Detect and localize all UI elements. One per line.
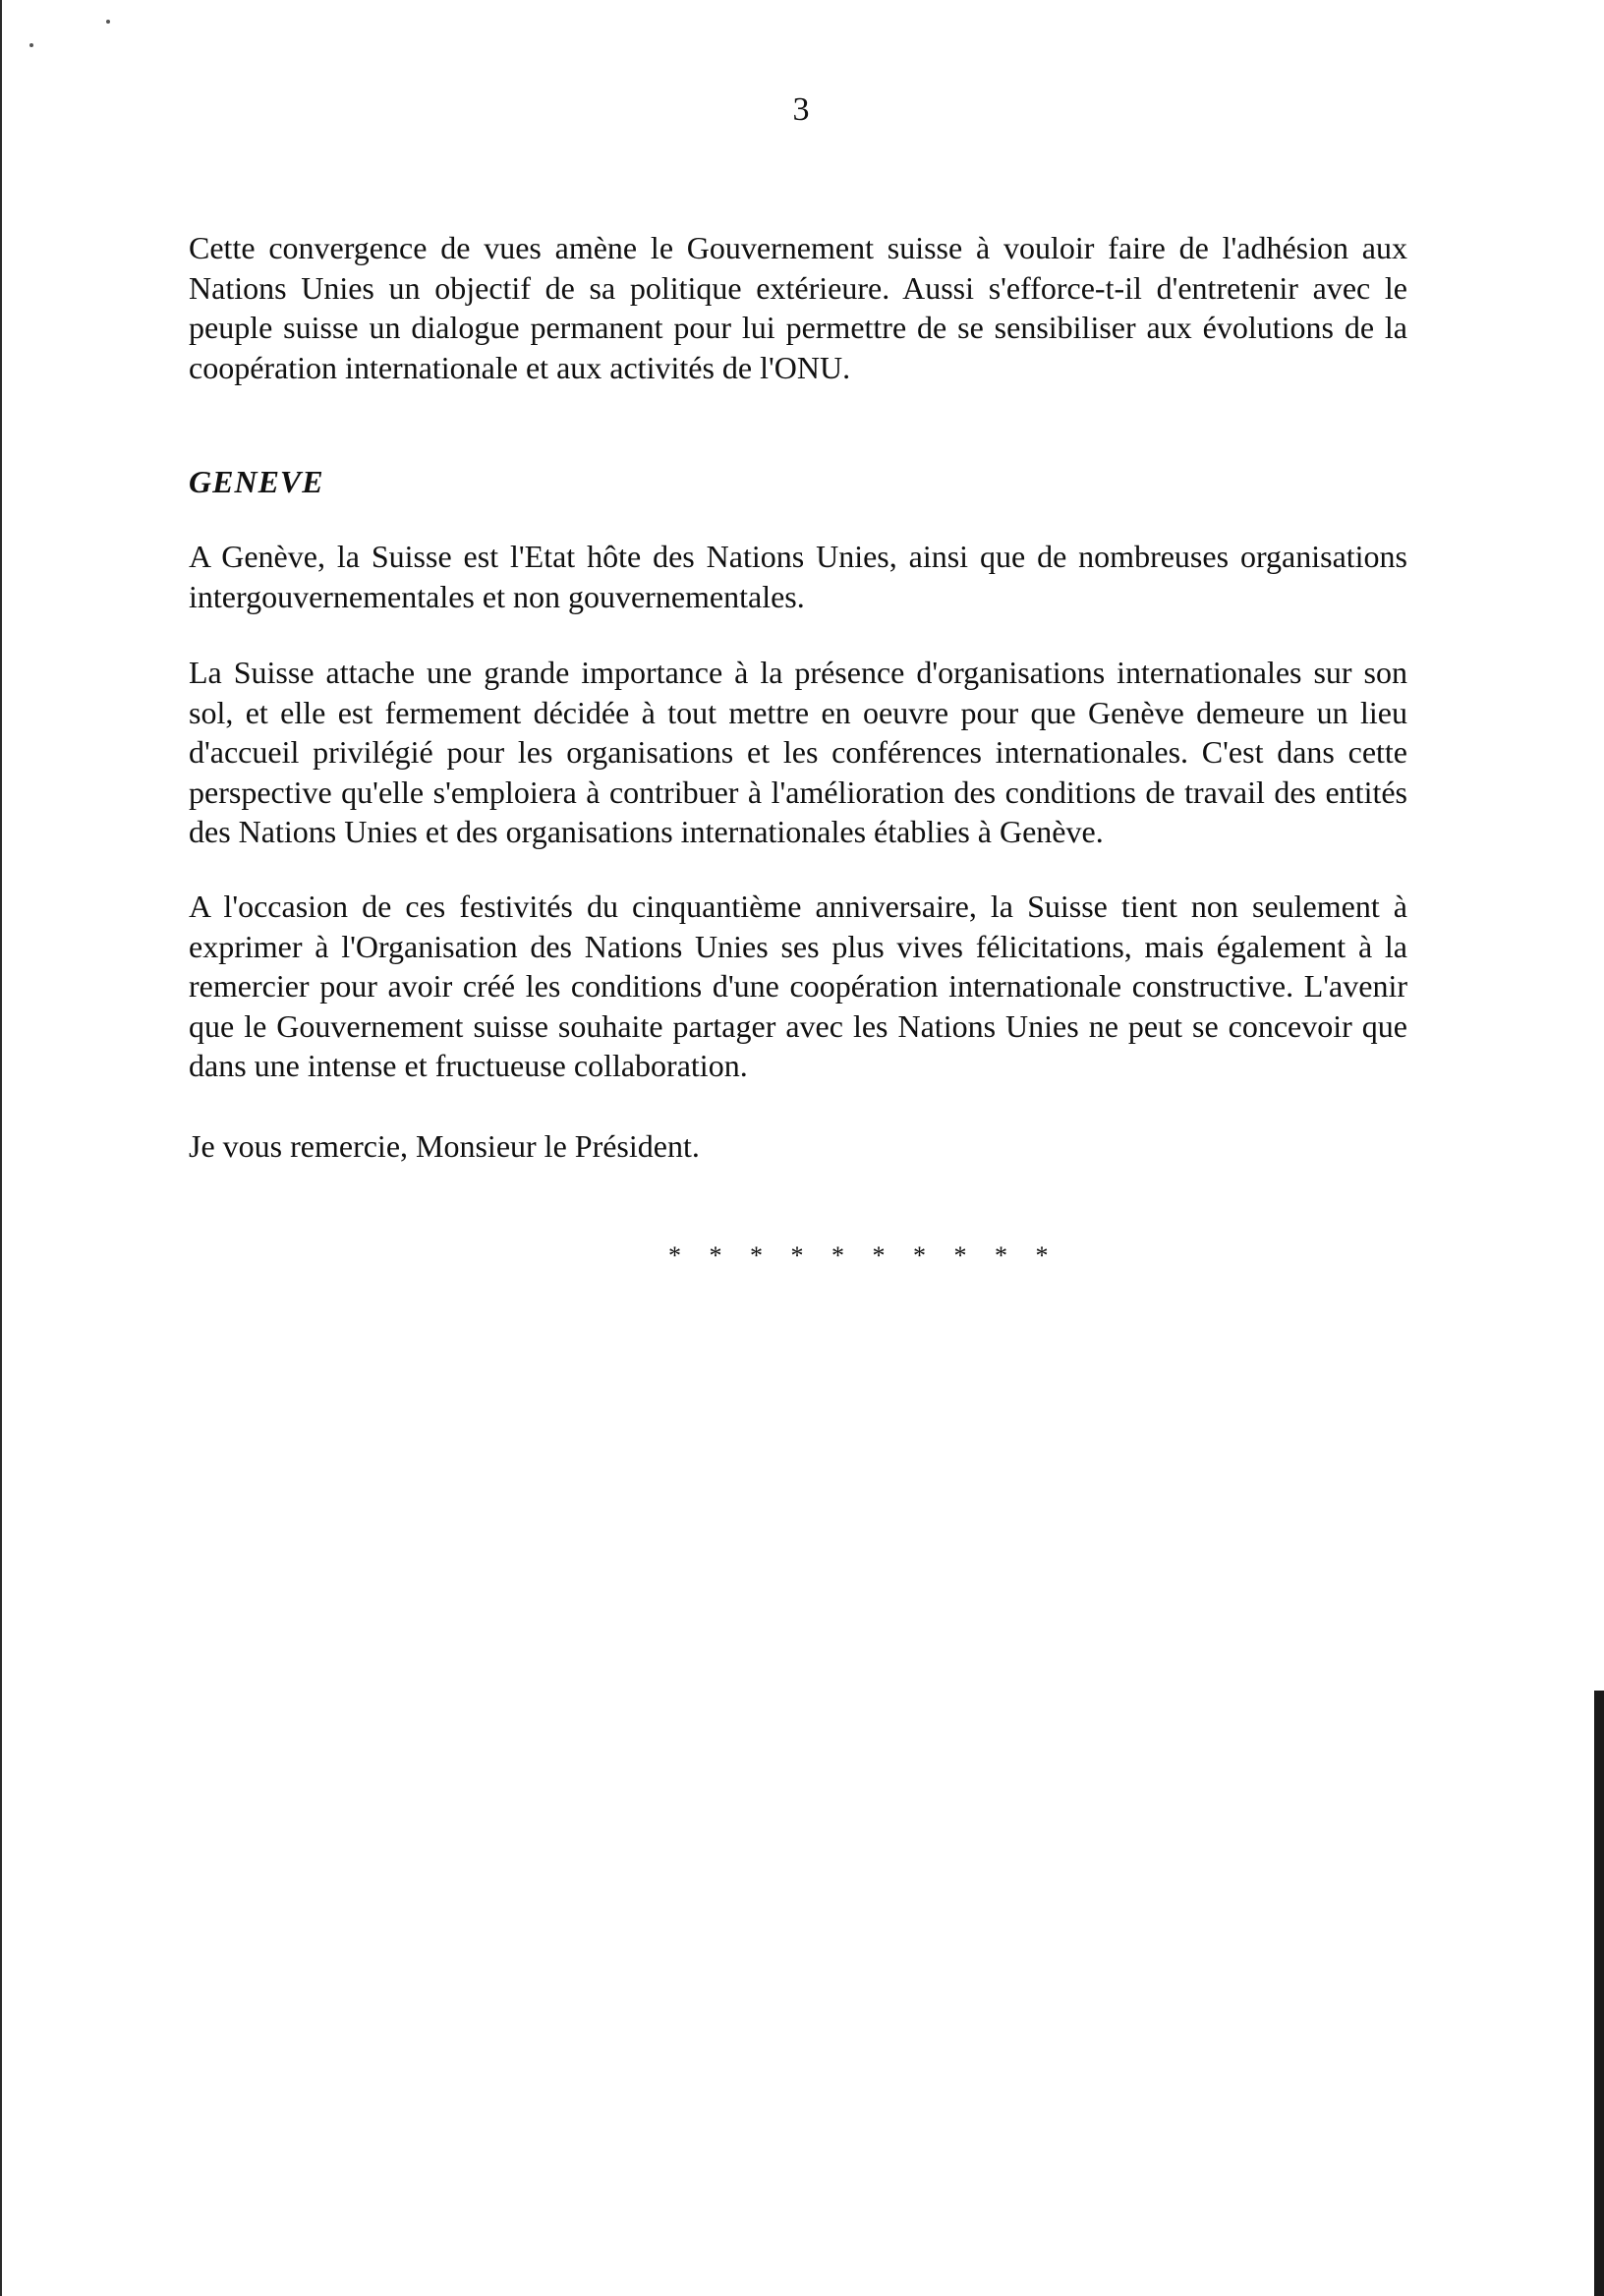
paragraph-anniversary: A l'occasion de ces festivités du cinquantième anniversaire, la Suisse tient non seulement à exprimer à l'Organisation des Nations Unies ses plus vives félicitations, mais également à la remercier pour avoir créé les conditions d'une coopération internationale constructive. L'avenir que le Gouvernement suisse souhaite partager avec les Nations Unies ne peut se concevoir que dans une intense et fructueuse collaboration. xyxy=(189,889,1407,1083)
end-separator: * * * * * * * * * * xyxy=(668,1241,1060,1270)
paragraph-geneve-host: A Genève, la Suisse est l'Etat hôte des Nations Unies, ainsi que de nombreuses organisations intergouvernementales et non gouvernementales. xyxy=(189,539,1407,614)
closing-line: Je vous remercie, Monsieur le Président. xyxy=(189,1128,700,1164)
scan-speck xyxy=(106,20,110,24)
scan-speck xyxy=(29,43,33,47)
paragraph-importance: La Suisse attache une grande importance à la présence d'organisations internationales sur son sol, et elle est fermement décidée à tout mettre en oeuvre pour que Genève demeure un lieu d'accueil privilégié pour les organisations et les conférences internationales. C'est dans cette perspective qu'elle s'emploiera à contribuer à l'amélioration des conditions de travail des entités des Nations Unies et des organisations internationales établies à Genève. xyxy=(189,655,1407,849)
scan-right-border xyxy=(1594,1691,1604,2296)
page-number: 3 xyxy=(792,91,810,128)
section-heading-geneve: GENEVE xyxy=(189,464,324,499)
paragraph-convergence: Cette convergence de vues amène le Gouvernement suisse à vouloir faire de l'adhésion aux Nations Unies un objectif de sa politique extérieure. Aussi s'efforce-t-il d'entretenir avec le peuple suisse un dialogue permanent pour lui permettre de se sensibiliser aux évolutions de la coopération internationale et aux activités de l'ONU. xyxy=(189,230,1407,385)
scan-left-border xyxy=(0,0,2,2296)
